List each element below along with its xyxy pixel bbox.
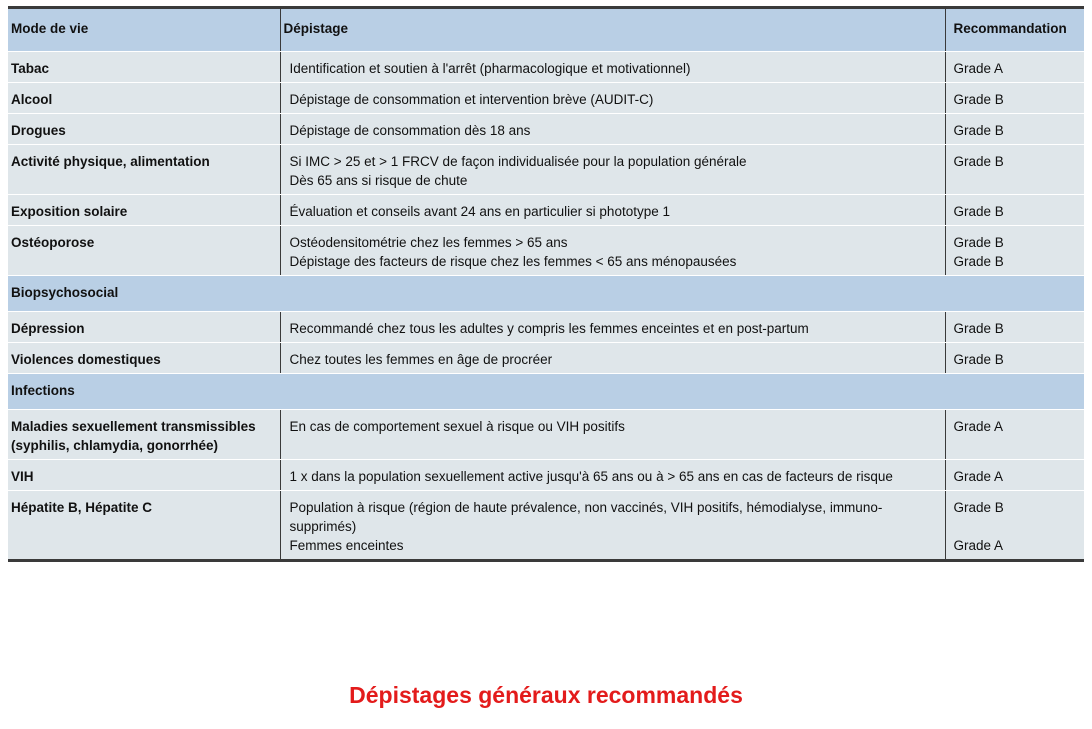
category-cell: Exposition solaire [8, 195, 280, 226]
category-cell: Activité physique, alimentation [8, 145, 280, 195]
grade-cell [945, 491, 1084, 561]
screening-line: Recommandé chez tous les adultes y compris les femmes enceintes et en post-partum [289, 321, 809, 336]
table-row [8, 114, 1084, 145]
screening-table-container [8, 6, 1084, 562]
category-cell: Maladies sexuellement transmissibles (syphilis, chlamydia, gonorrhée) [8, 410, 280, 460]
grade-line: Grade A [953, 469, 1004, 484]
screening-cell [280, 114, 945, 145]
screening-cell [280, 52, 945, 83]
screening-line: Ostéodensitométrie chez les femmes > 65 ans [289, 235, 568, 250]
screening-cell [280, 145, 945, 195]
screening-cell [280, 410, 945, 460]
table-row [8, 226, 1084, 276]
screening-cell [280, 195, 945, 226]
table-row [8, 312, 1084, 343]
category-cell: Ostéoporose [8, 226, 280, 276]
screening-line: Évaluation et conseils avant 24 ans en particulier si phototype 1 [289, 204, 670, 219]
category-cell: Violences domestiques [8, 343, 280, 374]
screening-cell [280, 343, 945, 374]
category-cell: VIH [8, 460, 280, 491]
table-row [8, 343, 1084, 374]
grade-line: Grade B [953, 352, 1004, 367]
screening-line: Dépistage de consommation et intervention brève (AUDIT-C) [289, 92, 654, 107]
grade-line: Grade B [953, 254, 1004, 269]
screening-cell [280, 460, 945, 491]
grade-line: Grade B [953, 204, 1004, 219]
screening-cell [280, 226, 945, 276]
header-depistage: Dépistage [280, 8, 945, 52]
grade-cell [945, 145, 1084, 195]
screening-line: 1 x dans la population sexuellement active jusqu'à 65 ans ou à > 65 ans en cas de facteurs de risque [289, 469, 893, 484]
grade-line [954, 517, 1083, 536]
figure-caption: Dépistages généraux recommandés [349, 682, 743, 708]
table-row [8, 83, 1084, 114]
section-title: Biopsychosocial [8, 276, 1084, 312]
header-mode-de-vie: Mode de vie [8, 8, 280, 52]
screening-line: Identification et soutien à l'arrêt (pharmacologique et motivationnel) [289, 61, 691, 76]
category-cell: Dépression [8, 312, 280, 343]
screening-line: Chez toutes les femmes en âge de procréer [289, 352, 553, 367]
screening-line: Dépistage des facteurs de risque chez les femmes < 65 ans ménopausées [289, 254, 737, 269]
grade-line: Grade B [953, 500, 1004, 515]
screening-line: En cas de comportement sexuel à risque ou VIH positifs [289, 419, 625, 434]
grade-line: Grade B [953, 154, 1004, 169]
grade-cell [945, 52, 1084, 83]
grade-cell [945, 410, 1084, 460]
grade-cell [945, 343, 1084, 374]
category-cell: Hépatite B, Hépatite C [8, 491, 280, 561]
table-row [8, 410, 1084, 460]
screening-table [8, 6, 1084, 562]
screening-line: Dès 65 ans si risque de chute [289, 173, 468, 188]
category-cell: Tabac [8, 52, 280, 83]
screening-line: Population à risque (région de haute prévalence, non vaccinés, VIH positifs, hémodialyse, immuno-supprimés) [289, 500, 883, 534]
screening-line: Si IMC > 25 et > 1 FRCV de façon individualisée pour la population générale [289, 154, 747, 169]
grade-line: Grade B [953, 123, 1004, 138]
screening-cell [280, 83, 945, 114]
grade-line: Grade B [953, 235, 1004, 250]
grade-line: Grade A [953, 419, 1004, 434]
section-row [8, 374, 1084, 410]
screening-line: Dépistage de consommation dès 18 ans [289, 123, 531, 138]
table-header-row [8, 8, 1084, 52]
table-row [8, 460, 1084, 491]
screening-cell [280, 491, 945, 561]
screening-cell [280, 312, 945, 343]
grade-cell [945, 312, 1084, 343]
grade-cell [945, 195, 1084, 226]
section-row [8, 276, 1084, 312]
grade-line: Grade A [953, 61, 1004, 76]
screening-line: Femmes enceintes [289, 538, 404, 553]
section-title: Infections [8, 374, 1084, 410]
grade-line: Grade A [953, 538, 1004, 553]
header-recommandation: Recommandation [945, 8, 1084, 52]
grade-cell [945, 460, 1084, 491]
table-row [8, 195, 1084, 226]
category-cell: Alcool [8, 83, 280, 114]
table-row [8, 52, 1084, 83]
category-cell: Drogues [8, 114, 280, 145]
grade-cell [945, 83, 1084, 114]
table-row [8, 491, 1084, 561]
grade-line: Grade B [953, 321, 1004, 336]
grade-line: Grade B [953, 92, 1004, 107]
table-row [8, 145, 1084, 195]
grade-cell [945, 226, 1084, 276]
grade-cell [945, 114, 1084, 145]
